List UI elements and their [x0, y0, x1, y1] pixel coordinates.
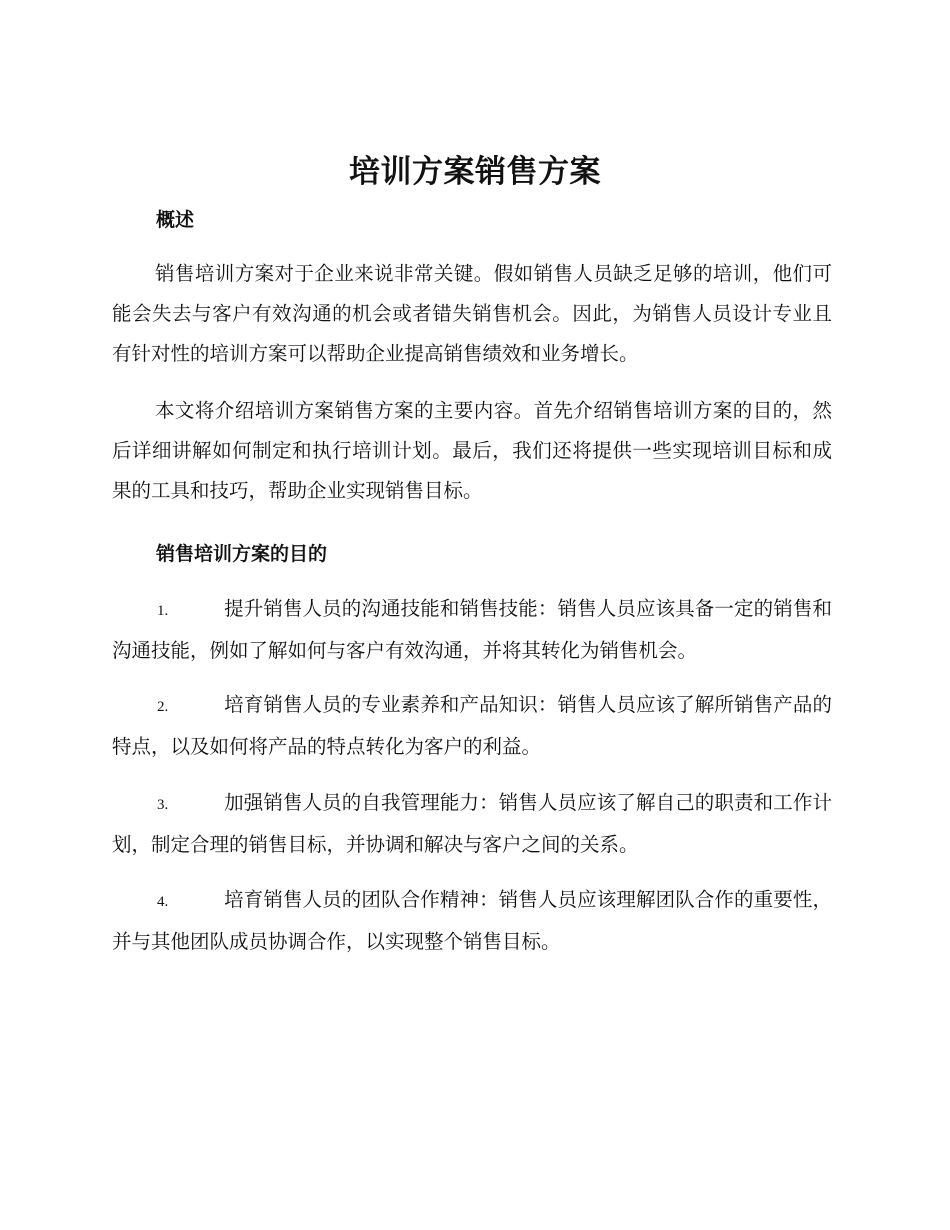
- list-item-number: 4.: [157, 894, 169, 910]
- list-item-text: 加强销售人员的自我管理能力：销售人员应该了解自己的职责和工作计划，制定合理的销售目标，并协调和解决与客户之间的关系。: [112, 791, 832, 856]
- list-item: [112, 589, 832, 671]
- paragraph: 销售培训方案对于企业来说非常关键。假如销售人员缺乏足够的培训，他们可能会失去与客户有效沟通的机会或者错失销售机会。因此，为销售人员设计专业且有针对性的培训方案可以帮助企业提高销售绩效和业务增长。: [112, 262, 832, 365]
- list-item-number: 3.: [157, 797, 169, 813]
- list-item-text: 提升销售人员的沟通技能和销售技能：销售人员应该具备一定的销售和沟通技能，例如了解如何与客户有效沟通，并将其转化为销售机会。: [112, 597, 832, 662]
- list-item: [112, 783, 832, 865]
- paragraph: 本文将介绍培训方案销售方案的主要内容。首先介绍销售培训方案的目的，然后详细讲解如何制定和执行培训计划。最后，我们还将提供一些实现培训目标和成果的工具和技巧，帮助企业实现销售目标。: [112, 399, 832, 502]
- list-item-number: 1.: [157, 603, 169, 619]
- list-item: [112, 685, 832, 767]
- section-heading-overview: 概述: [156, 209, 195, 231]
- document-title: 培训方案销售方案: [349, 154, 601, 190]
- list-item-text: 培育销售人员的团队合作精神：销售人员应该理解团队合作的重要性，并与其他团队成员协调合作，以实现整个销售目标。: [112, 888, 832, 953]
- section-heading-purpose: 销售培训方案的目的: [156, 543, 328, 565]
- list-item-number: 2.: [157, 699, 169, 715]
- list-item-text: 培育销售人员的专业素养和产品知识：销售人员应该了解所销售产品的特点，以及如何将产品的特点转化为客户的利益。: [112, 693, 832, 758]
- list-item: [112, 880, 832, 962]
